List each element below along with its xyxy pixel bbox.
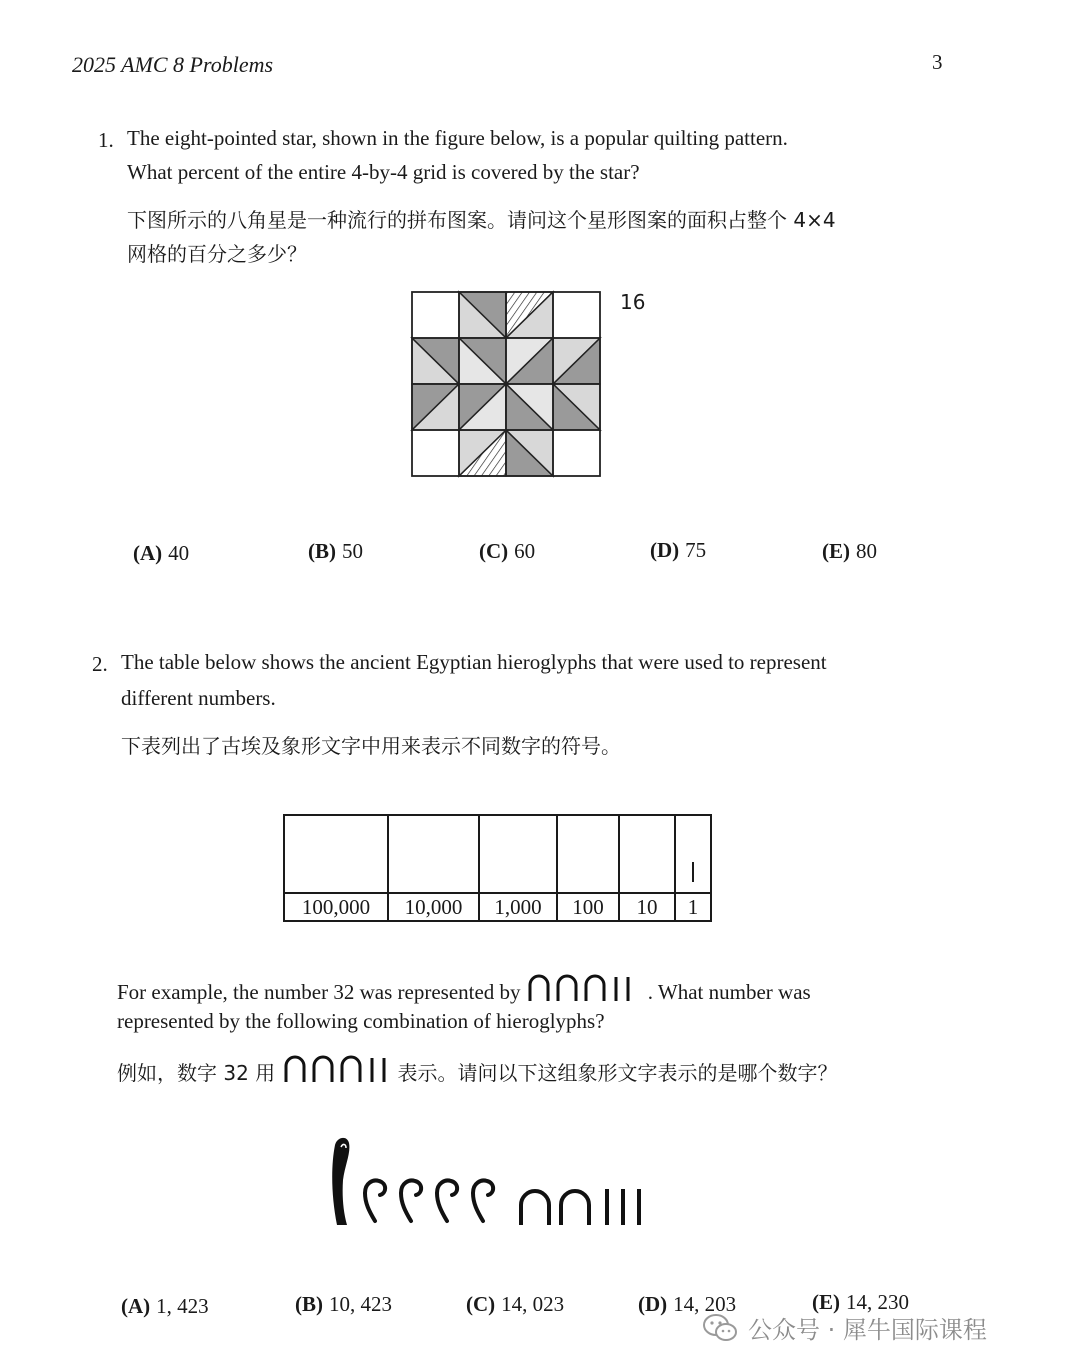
glyph-cell-10 bbox=[619, 815, 675, 893]
wechat-icon bbox=[702, 1313, 738, 1343]
table-value-cell: 10 bbox=[619, 893, 675, 921]
q1-choice-a[interactable]: (A) 40 bbox=[133, 541, 190, 565]
finger-glyph bbox=[332, 1138, 349, 1225]
page-header-title: 2025 AMC 8 Problems bbox=[72, 52, 274, 77]
q2-number: 2. bbox=[92, 652, 108, 676]
q2-example-line2: represented by the following combination of hieroglyphs? bbox=[117, 1009, 605, 1033]
q2-text-line1: The table below shows the ancient Egyptian hieroglyphs that were used to represent bbox=[121, 650, 827, 674]
table-value-cell: 100,000 bbox=[284, 893, 388, 921]
eight-pointed-star-figure bbox=[410, 290, 602, 478]
q1-text-line1: The eight-pointed star, shown in the figure below, is a popular quilting pattern. bbox=[127, 126, 788, 150]
glyph-cell-100000 bbox=[284, 815, 388, 893]
q2-cn-line1: 下表列出了古埃及象形文字中用来表示不同数字的符号。 bbox=[121, 734, 621, 758]
q1-cn-line1: 下图所示的八角星是一种流行的拼布图案。请问这个星形图案的面积占整个 4×4 bbox=[127, 208, 836, 232]
q2-choice-a[interactable]: (A) 1, 423 bbox=[121, 1294, 209, 1318]
glyph-cell-100 bbox=[557, 815, 619, 893]
q2-choice-e[interactable]: (E) 14, 230 bbox=[812, 1290, 909, 1314]
stroke-glyph-icon bbox=[688, 856, 698, 886]
q1-text-line2: What percent of the entire 4-by-4 grid is covered by the star? bbox=[127, 160, 640, 184]
handwritten-note: 16 bbox=[620, 290, 646, 314]
q2-choice-b[interactable]: (B) 10, 423 bbox=[295, 1292, 392, 1316]
glyph-cell-1 bbox=[675, 815, 711, 893]
hieroglyph-combination bbox=[325, 1135, 665, 1230]
table-value-cell: 1,000 bbox=[479, 893, 557, 921]
table-value-cell: 1 bbox=[675, 893, 711, 921]
example-32-glyphs-icon bbox=[526, 973, 648, 1003]
cn-example-32-glyphs-icon bbox=[282, 1054, 398, 1084]
glyph-cell-10000 bbox=[388, 815, 479, 893]
q2-choice-c[interactable]: (C) 14, 023 bbox=[466, 1292, 565, 1316]
q2-cn-example: 例如，数字 32 用 表示。请问以下这组象形文字表示的是哪个数字？ bbox=[117, 1054, 838, 1086]
q1-choice-c[interactable]: (C) 60 bbox=[479, 539, 536, 563]
q1-choice-e[interactable]: (E) 80 bbox=[822, 539, 877, 563]
q1-choice-d[interactable]: (D) 75 bbox=[650, 538, 707, 562]
table-value-cell: 10,000 bbox=[388, 893, 479, 921]
q1-number: 1. bbox=[98, 128, 114, 152]
q2-choice-d[interactable]: (D) 14, 203 bbox=[638, 1292, 737, 1316]
table-value-cell: 100 bbox=[557, 893, 619, 921]
watermark bbox=[702, 1310, 987, 1345]
page-number: 3 bbox=[932, 50, 943, 74]
glyph-cell-1000 bbox=[479, 815, 557, 893]
q2-example-line1: For example, the number 32 was represented by . What number was bbox=[117, 973, 811, 1005]
q1-choice-b[interactable]: (B) 50 bbox=[308, 539, 363, 563]
q1-cn-line2: 网格的百分之多少？ bbox=[127, 242, 307, 266]
hieroglyph-table bbox=[283, 814, 712, 922]
q2-text-line2: different numbers. bbox=[121, 686, 276, 710]
watermark-text: 公众号 · 犀牛国际课程 bbox=[748, 1316, 987, 1344]
